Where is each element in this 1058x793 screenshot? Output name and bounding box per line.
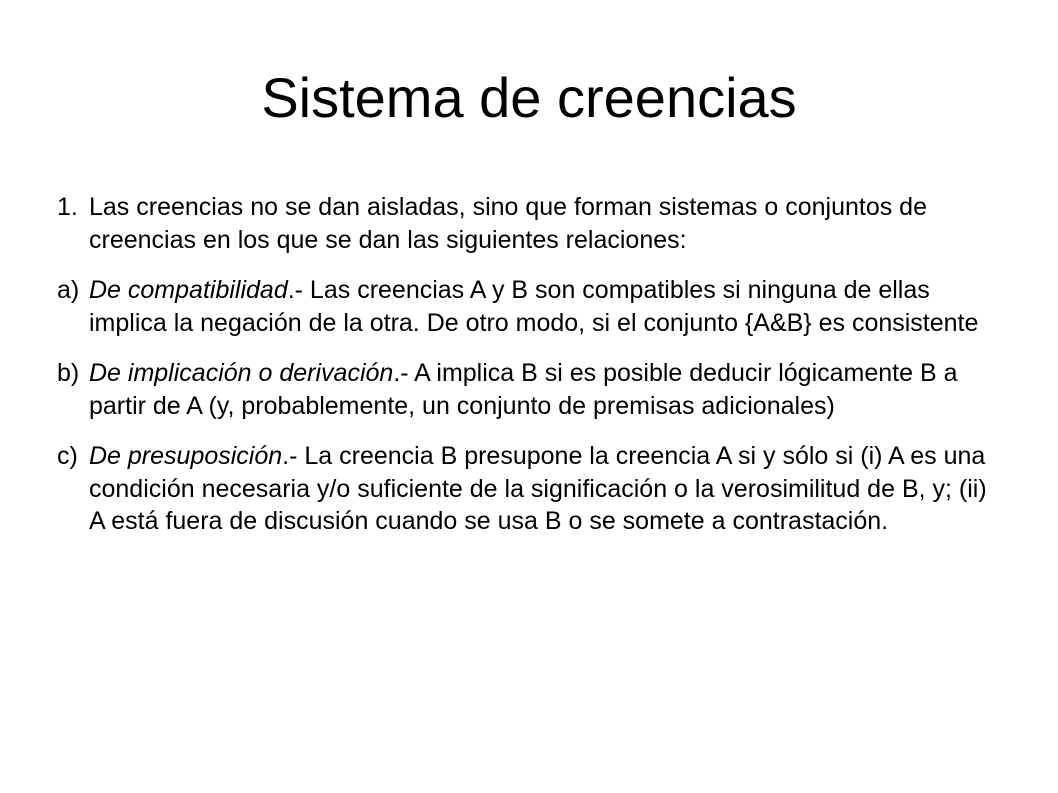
list-item-a [57, 274, 987, 339]
list-item-1 [57, 191, 987, 256]
list-marker: b) [57, 359, 80, 387]
list-marker: c) [57, 442, 78, 470]
list-item-term: De implicación o derivación [89, 359, 394, 387]
list-marker: 1. [57, 193, 78, 221]
list-item-term: De compatibilidad [89, 276, 288, 304]
list-marker: a) [57, 276, 80, 304]
list-item-b [57, 357, 987, 422]
list-item-term: De presuposición [89, 442, 283, 470]
list-item-text: .- Las creencias A y B son compatibles si ninguna de ellas implica la negación de la otra. De otro modo, si el conjunto {A&B} es consistente [89, 276, 979, 337]
list-item-text: .- A implica B si es posible deducir lógicamente B a partir de A (y, probablemente, un conjunto de premisas adicionales) [89, 359, 958, 420]
slide-body [57, 191, 987, 556]
list-item-text: .- La creencia B presupone la creencia A si y sólo si (i) A es una condición necesaria y/o suficiente de la significación o la verosimilitud de B, y; (ii) A está fuera de discusión cuando se usa B o se somete a contrastación. [89, 442, 987, 535]
list-item-c [57, 440, 987, 538]
list-item-text: Las creencias no se dan aisladas, sino que forman sistemas o conjuntos de creencias en los que se dan las siguientes relaciones: [89, 193, 927, 254]
slide-title: Sistema de creencias [261, 66, 797, 129]
